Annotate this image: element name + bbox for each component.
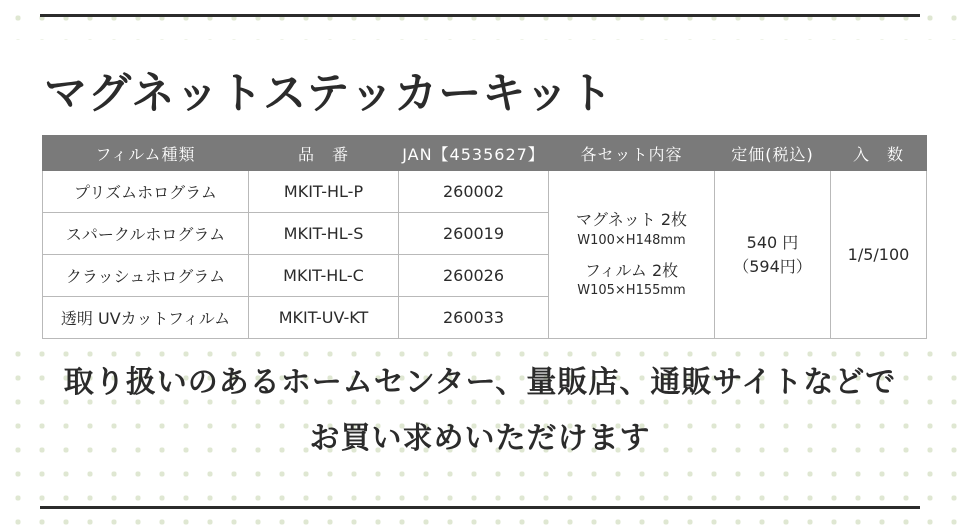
- table-header-row: [43, 136, 927, 171]
- header-jan: JAN【4535627】: [399, 136, 549, 171]
- price-value: 540 円: [746, 232, 799, 252]
- top-divider: [40, 14, 920, 17]
- cell-set-contents: [549, 171, 715, 339]
- cell-product-code: MKIT-HL-P: [249, 171, 399, 213]
- cell-jan: 260026: [399, 255, 549, 297]
- header-price: 定価(税込): [715, 136, 831, 171]
- footer-message-line2: お買い求めいただけます: [309, 420, 651, 456]
- bottom-divider: [40, 506, 920, 509]
- cell-film-type: スパークルホログラム: [43, 213, 249, 255]
- set-contents-line1: マグネット 2枚: [575, 210, 688, 230]
- cell-product-code: MKIT-HL-C: [249, 255, 399, 297]
- cell-price: [715, 171, 831, 339]
- footer-message-line1: 取り扱いのあるホームセンター、量販店、通販サイトなどで: [63, 365, 897, 400]
- header-quantity: 入 数: [831, 136, 927, 171]
- set-contents-line3: フィルム 2枚: [584, 260, 679, 280]
- cell-jan: 260033: [399, 297, 549, 339]
- cell-product-code: MKIT-HL-S: [249, 213, 399, 255]
- cell-film-type: プリズムホログラム: [43, 171, 249, 213]
- cell-product-code: MKIT-UV-KT: [249, 297, 399, 339]
- spec-table: [42, 135, 927, 339]
- cell-film-type: クラッシュホログラム: [43, 255, 249, 297]
- cell-jan: 260002: [399, 171, 549, 213]
- page-title: マグネットステッカーキット: [44, 69, 614, 119]
- price-tax-included: （594円）: [733, 256, 812, 276]
- spec-table-container: [42, 135, 927, 339]
- cell-quantity: 1/5/100: [831, 171, 927, 339]
- header-set-contents: 各セット内容: [549, 136, 715, 171]
- set-contents-line2: W100×H148mm: [577, 232, 686, 248]
- table-row: [43, 171, 927, 213]
- header-film-type: フィルム種類: [43, 136, 249, 171]
- set-contents-line4: W105×H155mm: [577, 282, 686, 298]
- cell-film-type: 透明 UVカットフィルム: [43, 297, 249, 339]
- footer-message: [0, 355, 960, 466]
- header-product-code: 品 番: [249, 136, 399, 171]
- cell-jan: 260019: [399, 213, 549, 255]
